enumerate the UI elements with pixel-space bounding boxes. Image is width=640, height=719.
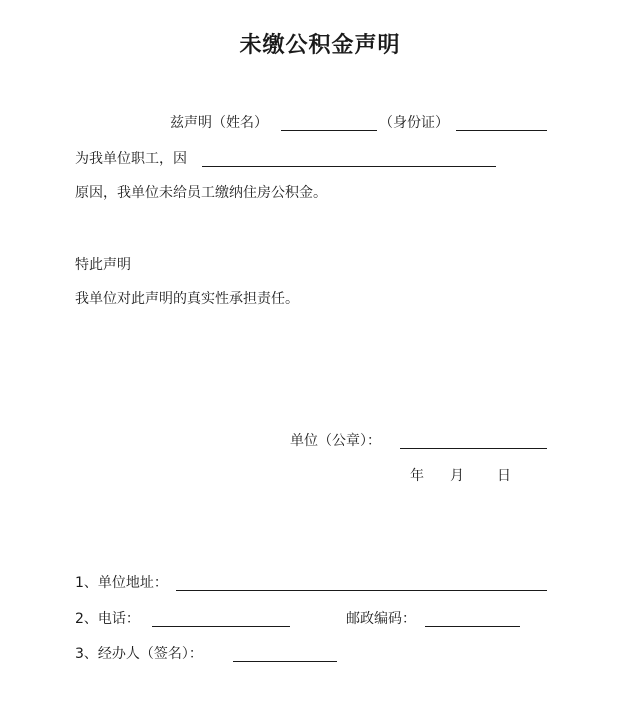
responsibility-text: 我单位对此声明的真实性承担责任。 xyxy=(75,291,299,307)
date-year-label: 年 xyxy=(410,468,424,484)
unit-address-blank-line xyxy=(176,590,547,591)
name-blank-line xyxy=(281,130,377,131)
postcode-blank-line xyxy=(425,626,520,627)
special-declare-text: 特此声明 xyxy=(75,257,131,273)
id-card-label: （身份证） xyxy=(379,115,449,131)
handler-blank-line xyxy=(233,661,337,662)
phone-blank-line xyxy=(152,626,290,627)
employee-label: 为我单位职工，因 xyxy=(75,151,187,167)
postcode-label: 邮政编码： xyxy=(346,611,416,627)
reason-text: 原因，我单位未给员工缴纳住房公积金。 xyxy=(75,185,327,201)
reason-blank-line xyxy=(202,166,496,167)
unit-stamp-blank-line xyxy=(400,448,547,449)
id-card-blank-line xyxy=(456,130,547,131)
declare-name-label: 兹声明（姓名） xyxy=(170,115,268,131)
phone-label: 2、电话： xyxy=(75,611,140,627)
handler-label: 3、经办人（签名）： xyxy=(75,646,203,662)
document-title: 未缴公积金声明 xyxy=(239,33,401,58)
unit-stamp-label: 单位（公章）： xyxy=(290,433,381,449)
date-day-label: 日 xyxy=(497,468,511,484)
unit-address-label: 1、单位地址： xyxy=(75,575,168,591)
date-month-label: 月 xyxy=(450,468,464,484)
